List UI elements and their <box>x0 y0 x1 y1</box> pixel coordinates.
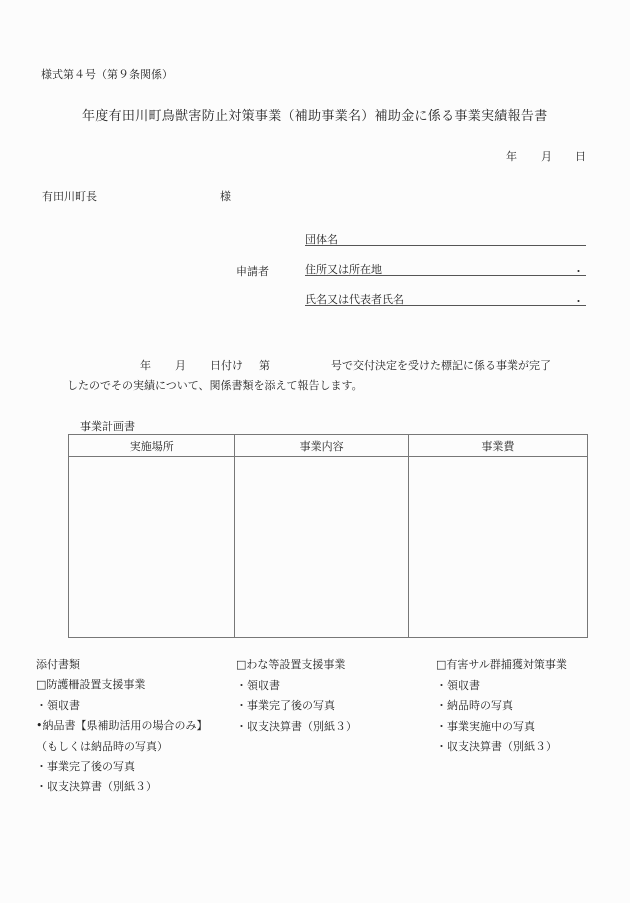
representative-label: 氏名又は代表者氏名 <box>305 293 404 306</box>
cost-cell[interactable] <box>408 457 587 638</box>
list-item: ・領収書 <box>436 678 480 692</box>
body-no-prefix: 第 <box>259 359 270 372</box>
list-item: ・領収書 <box>36 698 80 712</box>
address-label: 住所又は所在地 <box>305 263 382 276</box>
header-content: 事業内容 <box>235 435 408 457</box>
attachments-column-2 <box>236 655 357 737</box>
representative-field[interactable] <box>305 291 586 306</box>
attachments-column-1 <box>36 655 208 798</box>
header-location: 実施場所 <box>69 435 235 457</box>
list-item: ・収支決算書（別紙３） <box>436 740 557 754</box>
list-item: ・事業完了後の写真 <box>36 760 135 774</box>
plan-body-row <box>69 457 588 638</box>
content-cell[interactable] <box>235 457 408 638</box>
form-number: 様式第４号（第９条関係） <box>41 68 173 81</box>
header-cost: 事業費 <box>408 435 587 457</box>
group-name-label: 団体名 <box>305 233 338 246</box>
checkbox-trap-support[interactable]: □わな等設置支援事業 <box>236 658 346 672</box>
group-name-field[interactable] <box>305 231 586 246</box>
plan-header-row <box>69 435 588 457</box>
date-year: 年 <box>506 150 517 163</box>
list-item: ・領収書 <box>236 678 280 692</box>
list-item: ・事業実施中の写真 <box>436 719 535 733</box>
attachments-column-3 <box>436 655 567 757</box>
list-item: ・収支決算書（別紙３） <box>36 780 157 794</box>
body-line1-rest: 号で交付決定を受けた標記に係る事業が完了 <box>331 359 551 372</box>
plan-caption: 事業計画書 <box>80 420 135 433</box>
seal-mark: ・ <box>573 295 584 308</box>
date-day: 日 <box>575 150 586 163</box>
list-item: （もしくは納品時の写真） <box>36 739 168 753</box>
date-month: 月 <box>541 150 552 163</box>
addressee-name: 有田川町長 <box>42 190 97 203</box>
list-item: ・事業完了後の写真 <box>236 699 335 713</box>
body-month: 月 <box>175 359 186 372</box>
document-title: 年度有田川町鳥獣害防止対策事業（補助事業名）補助金に係る事業実績報告書 <box>82 109 548 124</box>
list-item: ・収支決算書（別紙３） <box>236 719 357 733</box>
location-cell[interactable] <box>69 457 235 638</box>
body-line2: したのでその実績について、関係書類を添えて報告します。 <box>67 379 363 392</box>
seal-mark: ・ <box>573 265 584 278</box>
attachments-heading: 添付書類 <box>36 658 80 671</box>
body-day: 日付け <box>210 359 243 372</box>
addressee-honorific: 様 <box>220 190 231 203</box>
list-item: •納品書【県補助活用の場合のみ】 <box>36 719 208 733</box>
checkbox-fence-support[interactable]: □防護柵設置支援事業 <box>36 678 146 692</box>
plan-table <box>68 434 588 638</box>
address-field[interactable] <box>305 261 586 276</box>
checkbox-monkey-capture[interactable]: □有害サル群捕獲対策事業 <box>436 658 567 672</box>
body-year: 年 <box>140 359 151 372</box>
applicant-label: 申請者 <box>236 265 269 278</box>
list-item: ・納品時の写真 <box>436 699 513 713</box>
